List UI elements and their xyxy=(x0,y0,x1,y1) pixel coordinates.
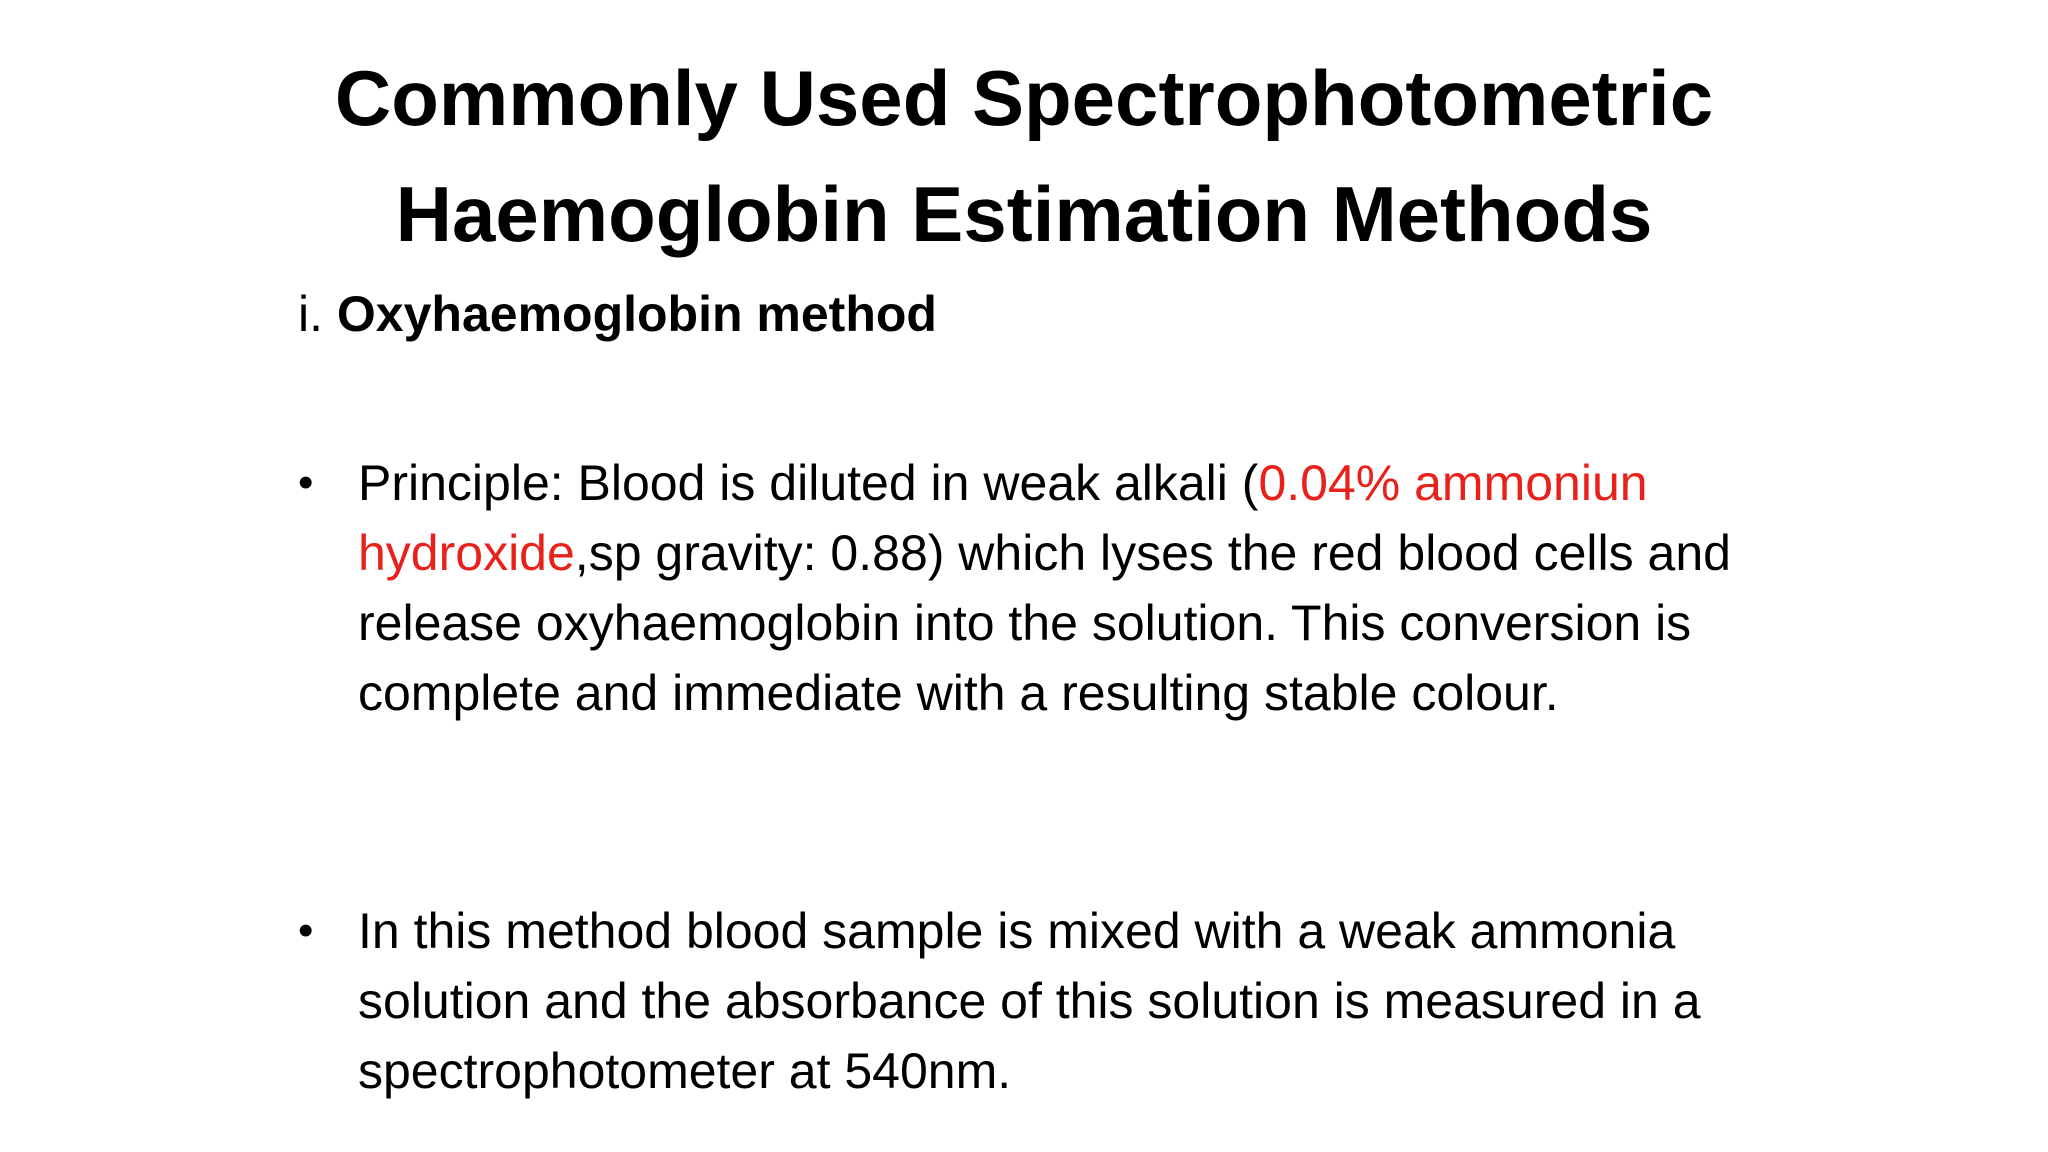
bullet-principle xyxy=(298,448,1768,728)
subheading-bold: Oxyhaemoglobin method xyxy=(336,286,937,342)
bullet-principle-text xyxy=(358,448,1768,728)
bullet-method xyxy=(298,896,1768,1106)
principle-text-start: Principle: Blood is diluted in weak alkali ( xyxy=(358,455,1259,511)
bullet-method-text: In this method blood sample is mixed with a weak ammonia solution and the absorbance of this solution is measured in a spectrophotometer at 540nm. xyxy=(358,903,1701,1099)
subheading-prefix: i. xyxy=(298,286,337,342)
method-subheading xyxy=(298,282,937,346)
principle-highlight: 0.04% ammoniun hydroxide xyxy=(358,455,1648,581)
slide-title xyxy=(0,40,2048,272)
principle-text-end: ,sp gravity: 0.88) which lyses the red blood cells and release oxyhaemoglobin into the solution. This conversion is complete and immediate with a resulting stable colour. xyxy=(358,525,1731,721)
title-line-2: Haemoglobin Estimation Methods xyxy=(395,170,1653,258)
bullet-dot-icon: • xyxy=(298,458,314,507)
bullet-dot-icon: • xyxy=(298,906,314,955)
title-line-1: Commonly Used Spectrophotometric xyxy=(334,54,1714,142)
